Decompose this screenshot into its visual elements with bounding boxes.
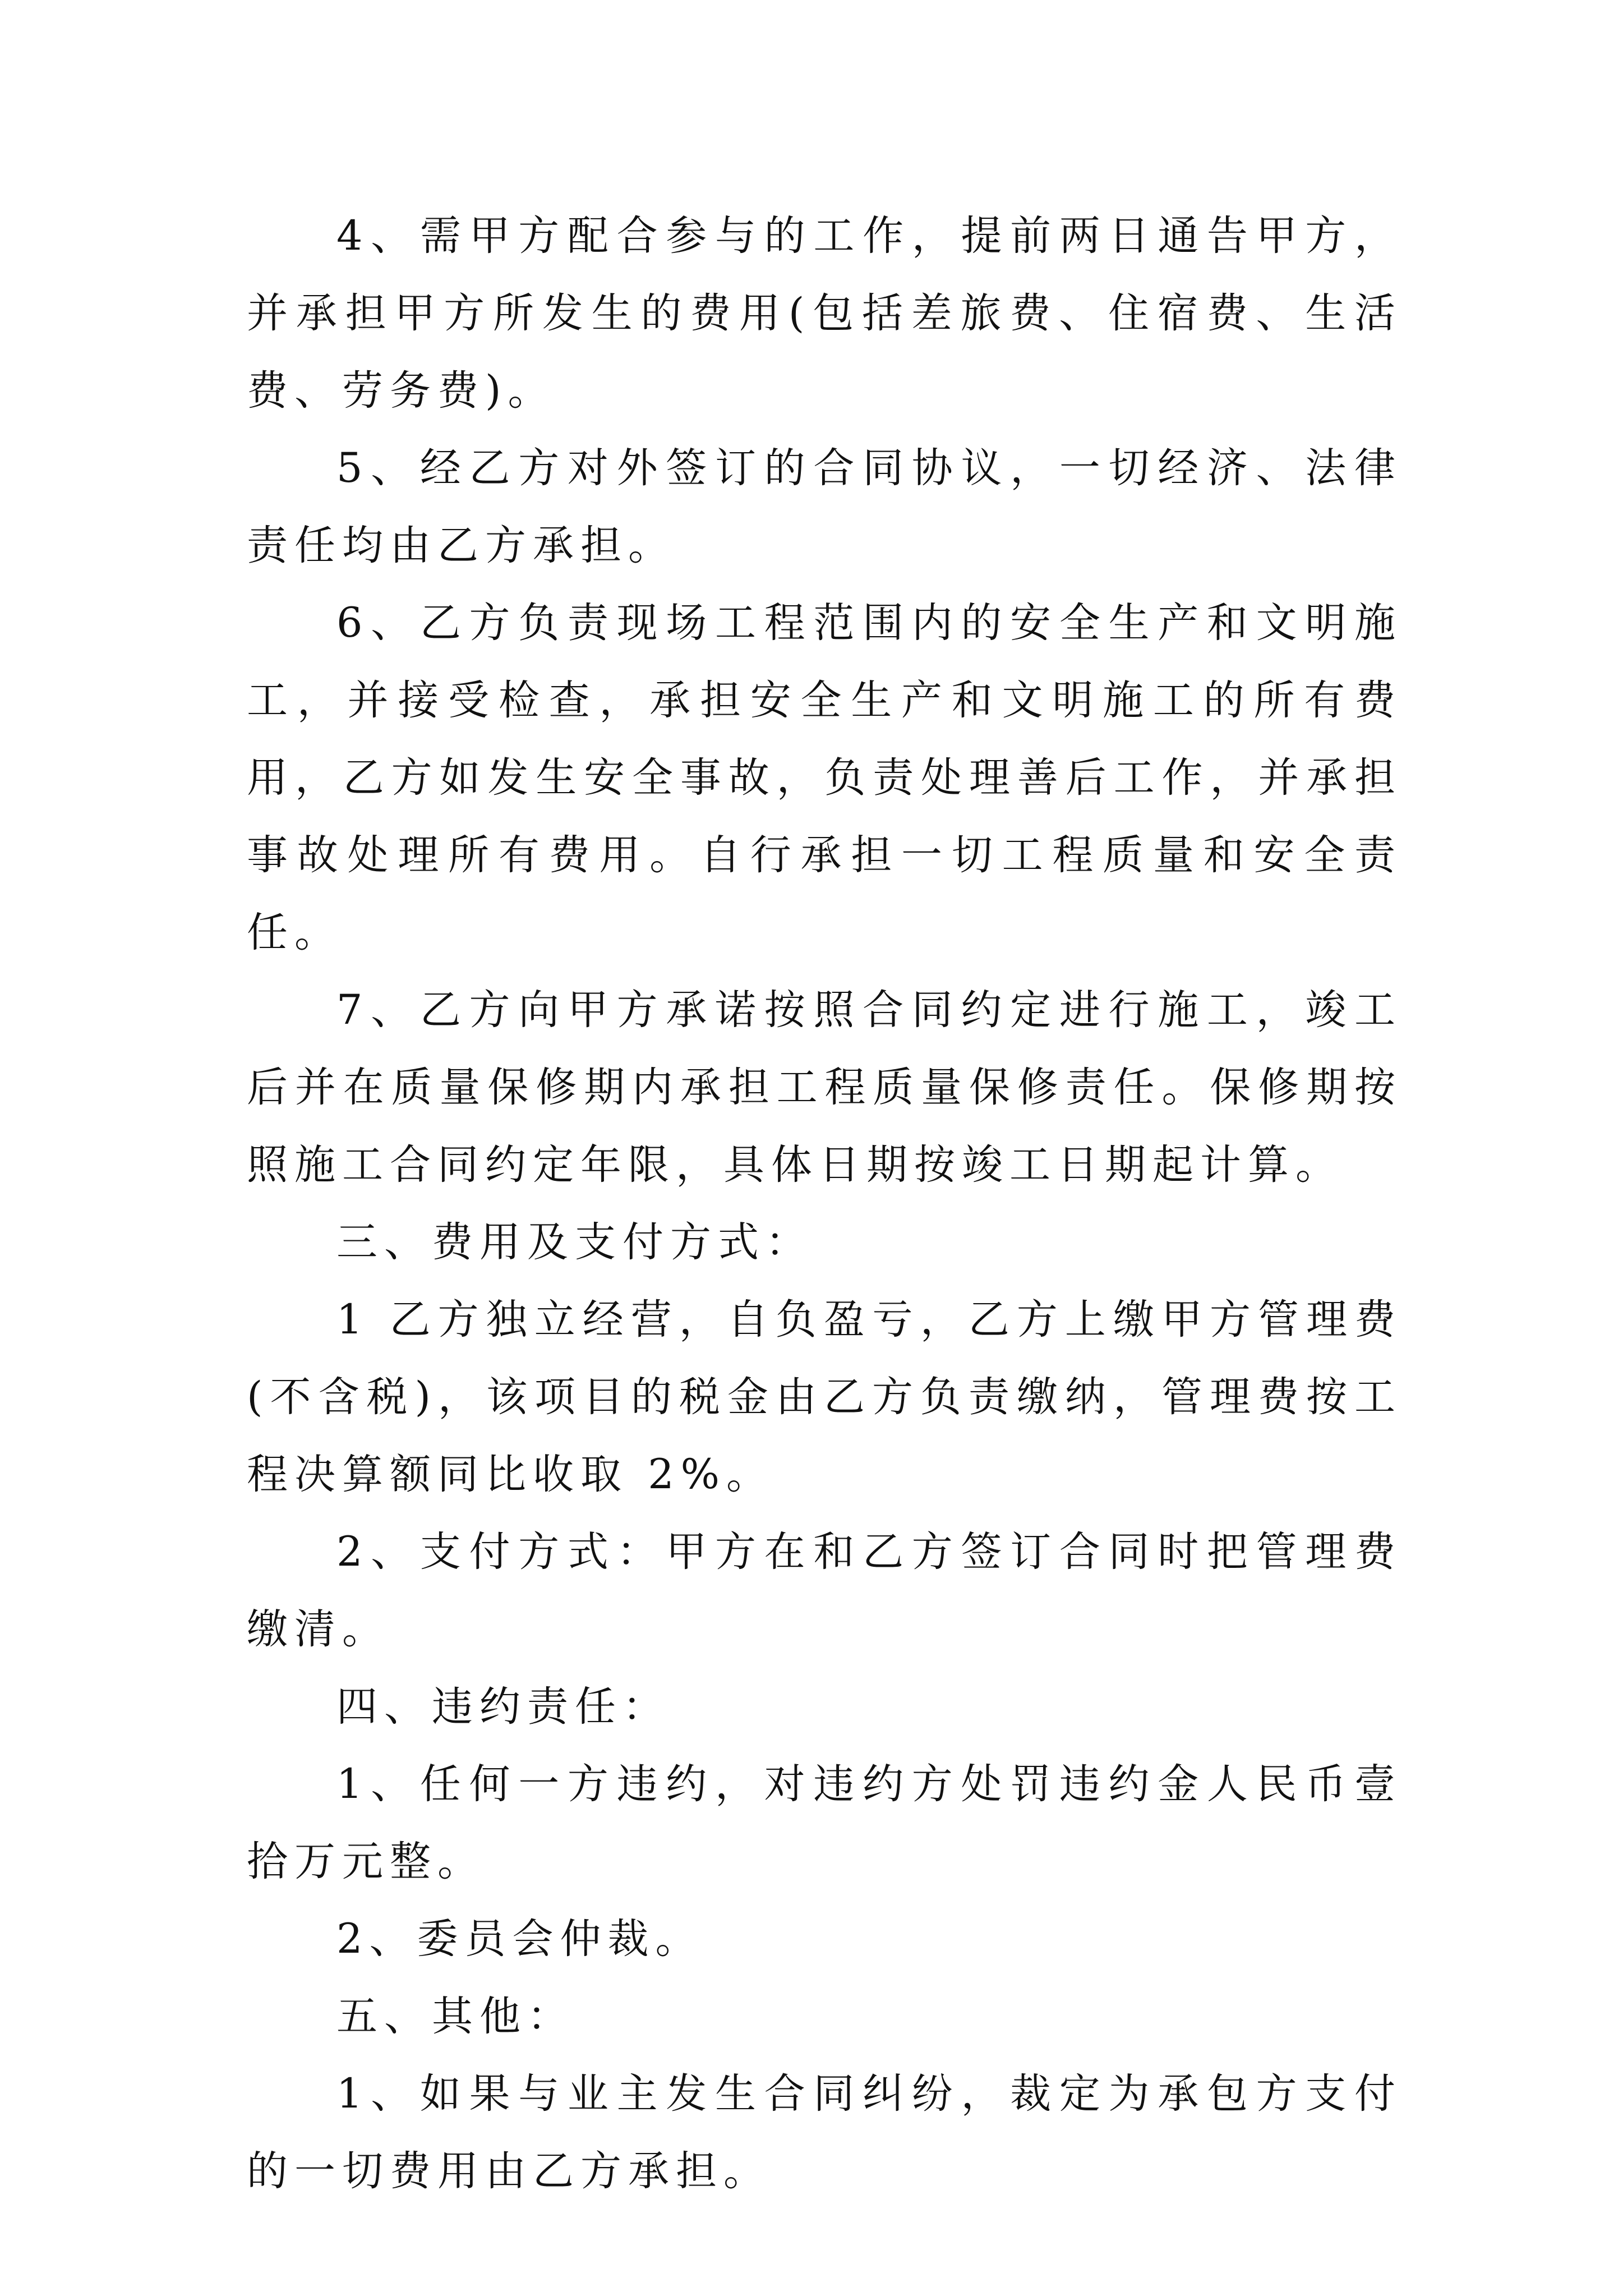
section-4-item-2: 2、委员会仲裁。 bbox=[336, 1915, 703, 1963]
section-5-heading: 五、其他： bbox=[336, 1993, 575, 2040]
section-3-item-2: 2、支付方式：甲方在和乙方签订合同时把管理费缴清。 bbox=[247, 1528, 1402, 1653]
clause-6-safety: 6、乙方负责现场工程范围内的安全生产和文明施工，并接受检查，承担安全生产和文明施工的所有费用，乙方如发生安全事故，负责处理善后工作，并承担事故处理所有费用。自行承担一切工程质量和安全责任。 bbox=[247, 599, 1402, 956]
section-5-item-1: 1、如果与业主发生合同纠纷，裁定为承包方支付的一切费用由乙方承担。 bbox=[247, 2070, 1402, 2195]
clause-4-cooperation: 4、需甲方配合参与的工作，提前两日通告甲方，并承担甲方所发生的费用(包括差旅费、住宿费、生活费、劳务费)。 bbox=[247, 212, 1402, 415]
section-4-item-1: 1、任何一方违约，对违约方处罚违约金人民币壹拾万元整。 bbox=[247, 1760, 1402, 1885]
section-3-item-1: 1 乙方独立经营，自负盈亏，乙方上缴甲方管理费(不含税)，该项目的税金由乙方负责缴纳，管理费按工程决算额同比收取 2%。 bbox=[247, 1296, 1402, 1498]
clause-5-contract-liability: 5、经乙方对外签订的合同协议，一切经济、法律责任均由乙方承担。 bbox=[247, 444, 1402, 569]
section-3-heading: 三、费用及支付方式： bbox=[336, 1218, 813, 1266]
document-body bbox=[247, 197, 1402, 2210]
section-4-heading: 四、违约责任： bbox=[336, 1683, 670, 1731]
clause-7-warranty: 7、乙方向甲方承诺按照合同约定进行施工，竣工后并在质量保修期内承担工程质量保修责任。保修期按照施工合同约定年限，具体日期按竣工日期起计算。 bbox=[247, 986, 1402, 1189]
